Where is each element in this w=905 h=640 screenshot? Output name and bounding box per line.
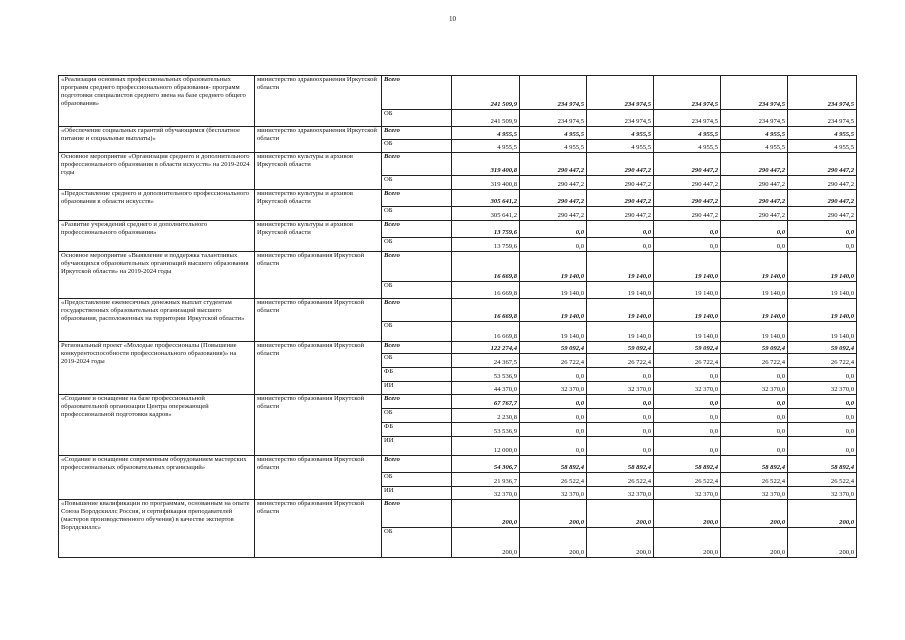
amount-cell: 290 447,2 — [654, 176, 721, 190]
amount-cell: 0,0 — [788, 221, 857, 238]
amount-cell: 32 370,0 — [587, 382, 654, 395]
amount-cell: 4 955,5 — [520, 140, 587, 153]
funding-source: Всего — [382, 395, 452, 409]
amount-cell: 0,0 — [721, 238, 788, 252]
amount-cell: 0,0 — [520, 221, 587, 238]
amount-cell: 19 140,0 — [654, 322, 721, 342]
activity-description: «Развитие учреждений среднего и дополнительного профессионального образования» — [59, 221, 255, 252]
amount-cell: 26 522,4 — [587, 473, 654, 487]
amount-cell: 290 447,2 — [788, 207, 857, 221]
amount-cell: 19 140,0 — [587, 322, 654, 342]
amount-cell: 26 722,4 — [721, 354, 788, 368]
amount-cell: 19 140,0 — [654, 299, 721, 322]
amount-cell: 200,0 — [654, 528, 721, 558]
amount-cell: 4 955,5 — [721, 127, 788, 140]
amount-cell: 0,0 — [721, 409, 788, 423]
amount-cell: 21 936,7 — [452, 473, 520, 487]
amount-cell: 32 370,0 — [654, 382, 721, 395]
executor: министерство здравоохранения Иркутской области — [255, 127, 382, 153]
amount-cell: 32 370,0 — [520, 487, 587, 500]
amount-cell: 16 669,8 — [452, 322, 520, 342]
amount-cell: 234 974,5 — [654, 110, 721, 127]
amount-cell: 290 447,2 — [721, 153, 788, 176]
amount-cell: 19 140,0 — [721, 322, 788, 342]
executor: министерство здравоохранения Иркутской области — [255, 76, 382, 127]
amount-cell: 0,0 — [788, 423, 857, 437]
activity-description: «Реализация основных профессиональных образовательных программ среднего профессионального образования- программ подготовки специалистов среднего звена на базе среднего общего образования» — [59, 76, 255, 127]
amount-cell: 19 140,0 — [721, 299, 788, 322]
amount-cell: 26 722,4 — [788, 354, 857, 368]
funding-source: ОБ — [382, 473, 452, 487]
funding-source: ОБ — [382, 282, 452, 299]
amount-cell: 290 447,2 — [788, 190, 857, 207]
amount-cell: 0,0 — [654, 423, 721, 437]
amount-cell: 200,0 — [587, 528, 654, 558]
funding-source: ОБ — [382, 409, 452, 423]
amount-cell: 200,0 — [788, 528, 857, 558]
amount-cell: 67 767,7 — [452, 395, 520, 409]
funding-source: ИИ — [382, 437, 452, 456]
table-row — [59, 299, 857, 322]
amount-cell: 19 140,0 — [520, 299, 587, 322]
amount-cell: 0,0 — [654, 437, 721, 456]
amount-cell: 241 509,9 — [452, 76, 520, 110]
amount-cell: 32 370,0 — [721, 487, 788, 500]
amount-cell: 122 274,4 — [452, 342, 520, 354]
amount-cell: 26 522,4 — [654, 473, 721, 487]
amount-cell: 58 892,4 — [721, 456, 788, 473]
amount-cell: 4 955,5 — [587, 127, 654, 140]
amount-cell: 234 974,5 — [788, 76, 857, 110]
funding-source: ОБ — [382, 110, 452, 127]
table-row — [59, 153, 857, 176]
amount-cell: 0,0 — [654, 395, 721, 409]
activity-description: Основное мероприятие «Организация среднего и дополнительного профессионального образования в области искусств» на 2019-2024 годы — [59, 153, 255, 190]
amount-cell: 19 140,0 — [654, 282, 721, 299]
funding-source: ФБ — [382, 423, 452, 437]
amount-cell: 19 140,0 — [788, 299, 857, 322]
amount-cell: 19 140,0 — [587, 252, 654, 282]
amount-cell: 59 092,4 — [788, 342, 857, 354]
funding-source: ОБ — [382, 322, 452, 342]
table-row — [59, 342, 857, 354]
amount-cell: 0,0 — [520, 395, 587, 409]
amount-cell: 0,0 — [721, 423, 788, 437]
funding-source: ОБ — [382, 176, 452, 190]
amount-cell: 16 669,8 — [452, 282, 520, 299]
activity-description: Региональный проект «Молодые профессионалы (Повышение конкурентоспособности профессионального образования)» на 2019-2024 годы — [59, 342, 255, 395]
funding-source: ОБ — [382, 238, 452, 252]
amount-cell: 200,0 — [721, 500, 788, 528]
amount-cell: 0,0 — [520, 368, 587, 382]
funding-source: Всего — [382, 127, 452, 140]
amount-cell: 19 140,0 — [520, 322, 587, 342]
amount-cell: 53 536,9 — [452, 423, 520, 437]
amount-cell: 234 974,5 — [654, 76, 721, 110]
amount-cell: 26 722,4 — [654, 354, 721, 368]
amount-cell: 0,0 — [788, 395, 857, 409]
amount-cell: 200,0 — [788, 500, 857, 528]
activity-description: «Повышение квалификации по программам, основанным на опыте Союза Ворлдскиллс Россия, и сертификация преподавателей (мастеров производственного обучения) в качестве экспертов Ворлдскиллс» — [59, 500, 255, 558]
amount-cell: 19 140,0 — [721, 252, 788, 282]
table-row — [59, 456, 857, 473]
amount-cell: 0,0 — [587, 395, 654, 409]
amount-cell: 59 092,4 — [721, 342, 788, 354]
amount-cell: 319 400,8 — [452, 153, 520, 176]
amount-cell: 26 722,4 — [520, 354, 587, 368]
executor: министерство культуры и архивов Иркутской области — [255, 221, 382, 252]
amount-cell: 0,0 — [788, 368, 857, 382]
amount-cell: 290 447,2 — [587, 190, 654, 207]
funding-source: Всего — [382, 153, 452, 176]
funding-source: Всего — [382, 299, 452, 322]
amount-cell: 290 447,2 — [721, 190, 788, 207]
amount-cell: 32 370,0 — [587, 487, 654, 500]
amount-cell: 200,0 — [520, 528, 587, 558]
amount-cell: 0,0 — [788, 437, 857, 456]
amount-cell: 32 370,0 — [520, 382, 587, 395]
amount-cell: 0,0 — [654, 409, 721, 423]
amount-cell: 58 892,4 — [520, 456, 587, 473]
executor: министерство образования Иркутской области — [255, 456, 382, 500]
amount-cell: 59 092,4 — [587, 342, 654, 354]
amount-cell: 26 522,4 — [788, 473, 857, 487]
amount-cell: 290 447,2 — [654, 190, 721, 207]
amount-cell: 234 974,5 — [721, 76, 788, 110]
amount-cell: 200,0 — [721, 528, 788, 558]
amount-cell: 0,0 — [520, 423, 587, 437]
funding-source: ИИ — [382, 382, 452, 395]
table-row — [59, 127, 857, 140]
amount-cell: 200,0 — [587, 500, 654, 528]
executor: министерство культуры и архивов Иркутской области — [255, 153, 382, 190]
amount-cell: 200,0 — [520, 500, 587, 528]
executor: министерство образования Иркутской области — [255, 395, 382, 456]
amount-cell: 4 955,5 — [788, 140, 857, 153]
executor: министерство культуры и архивов Иркутской области — [255, 190, 382, 221]
table-body — [59, 76, 857, 558]
amount-cell: 234 974,5 — [721, 110, 788, 127]
funding-source: ИИ — [382, 487, 452, 500]
amount-cell: 0,0 — [788, 409, 857, 423]
amount-cell: 4 955,5 — [788, 127, 857, 140]
funding-source: ОБ — [382, 528, 452, 558]
amount-cell: 290 447,2 — [654, 207, 721, 221]
amount-cell: 290 447,2 — [654, 153, 721, 176]
amount-cell: 19 140,0 — [721, 282, 788, 299]
amount-cell: 319 400,8 — [452, 176, 520, 190]
funding-source: Всего — [382, 456, 452, 473]
amount-cell: 16 669,8 — [452, 252, 520, 282]
funding-source: Всего — [382, 342, 452, 354]
funding-source: Всего — [382, 252, 452, 282]
amount-cell: 0,0 — [654, 238, 721, 252]
amount-cell: 290 447,2 — [520, 207, 587, 221]
amount-cell: 54 306,7 — [452, 456, 520, 473]
amount-cell: 0,0 — [587, 423, 654, 437]
amount-cell: 58 892,4 — [587, 456, 654, 473]
amount-cell: 290 447,2 — [587, 207, 654, 221]
amount-cell: 19 140,0 — [654, 252, 721, 282]
amount-cell: 290 447,2 — [587, 153, 654, 176]
executor: министерство образования Иркутской области — [255, 299, 382, 342]
amount-cell: 290 447,2 — [721, 207, 788, 221]
amount-cell: 32 370,0 — [654, 487, 721, 500]
table-row — [59, 395, 857, 409]
amount-cell: 0,0 — [520, 437, 587, 456]
executor: министерство образования Иркутской области — [255, 342, 382, 395]
amount-cell: 16 669,8 — [452, 299, 520, 322]
amount-cell: 19 140,0 — [520, 252, 587, 282]
funding-source: ОБ — [382, 140, 452, 153]
executor: министерство образования Иркутской области — [255, 500, 382, 558]
amount-cell: 0,0 — [721, 221, 788, 238]
amount-cell: 32 370,0 — [788, 382, 857, 395]
amount-cell: 19 140,0 — [788, 322, 857, 342]
amount-cell: 305 641,2 — [452, 207, 520, 221]
amount-cell: 4 955,5 — [452, 140, 520, 153]
amount-cell: 4 955,5 — [587, 140, 654, 153]
amount-cell: 4 955,5 — [721, 140, 788, 153]
amount-cell: 13 759,6 — [452, 238, 520, 252]
funding-source: Всего — [382, 500, 452, 528]
amount-cell: 234 974,5 — [587, 76, 654, 110]
amount-cell: 4 955,5 — [654, 140, 721, 153]
table-row — [59, 500, 857, 528]
amount-cell: 0,0 — [587, 238, 654, 252]
funding-source: Всего — [382, 190, 452, 207]
amount-cell: 24 367,5 — [452, 354, 520, 368]
amount-cell: 2 230,8 — [452, 409, 520, 423]
funding-source: ОБ — [382, 354, 452, 368]
amount-cell: 59 092,4 — [520, 342, 587, 354]
amount-cell: 58 892,4 — [788, 456, 857, 473]
amount-cell: 234 974,5 — [520, 76, 587, 110]
amount-cell: 234 974,5 — [520, 110, 587, 127]
amount-cell: 200,0 — [452, 528, 520, 558]
amount-cell: 0,0 — [587, 368, 654, 382]
amount-cell: 0,0 — [721, 368, 788, 382]
amount-cell: 290 447,2 — [788, 176, 857, 190]
amount-cell: 26 522,4 — [520, 473, 587, 487]
amount-cell: 19 140,0 — [520, 282, 587, 299]
amount-cell: 0,0 — [654, 221, 721, 238]
amount-cell: 290 447,2 — [520, 190, 587, 207]
amount-cell: 19 140,0 — [788, 252, 857, 282]
table-row — [59, 221, 857, 238]
amount-cell: 26 522,4 — [721, 473, 788, 487]
amount-cell: 290 447,2 — [721, 176, 788, 190]
amount-cell: 19 140,0 — [587, 299, 654, 322]
amount-cell: 4 955,5 — [452, 127, 520, 140]
amount-cell: 200,0 — [654, 500, 721, 528]
amount-cell: 4 955,5 — [520, 127, 587, 140]
amount-cell: 12 000,0 — [452, 437, 520, 456]
amount-cell: 241 509,9 — [452, 110, 520, 127]
activity-description: «Создание и оснащение современным оборудованием мастерских профессиональных образовательных организаций» — [59, 456, 255, 500]
table-row — [59, 190, 857, 207]
table-row — [59, 252, 857, 282]
amount-cell: 290 447,2 — [520, 153, 587, 176]
executor: министерство образования Иркутской области — [255, 252, 382, 299]
amount-cell: 0,0 — [520, 238, 587, 252]
amount-cell: 0,0 — [520, 409, 587, 423]
amount-cell: 0,0 — [587, 221, 654, 238]
amount-cell: 290 447,2 — [520, 176, 587, 190]
amount-cell: 0,0 — [654, 368, 721, 382]
activity-description: «Обеспечение социальных гарантий обучающимся (бесплатное питание и социальные выплаты)» — [59, 127, 255, 153]
amount-cell: 26 722,4 — [587, 354, 654, 368]
amount-cell: 290 447,2 — [587, 176, 654, 190]
amount-cell: 19 140,0 — [587, 282, 654, 299]
amount-cell: 32 370,0 — [721, 382, 788, 395]
amount-cell: 58 892,4 — [654, 456, 721, 473]
amount-cell: 200,0 — [452, 500, 520, 528]
amount-cell: 305 641,2 — [452, 190, 520, 207]
table-row — [59, 76, 857, 110]
page-number: 10 — [449, 15, 456, 23]
amount-cell: 234 974,5 — [587, 110, 654, 127]
amount-cell: 0,0 — [788, 238, 857, 252]
amount-cell: 0,0 — [587, 437, 654, 456]
amount-cell: 44 370,0 — [452, 382, 520, 395]
amount-cell: 234 974,5 — [788, 110, 857, 127]
amount-cell: 0,0 — [587, 409, 654, 423]
funding-source: Всего — [382, 76, 452, 110]
amount-cell: 32 370,0 — [788, 487, 857, 500]
activity-description: «Предоставление ежемесячных денежных выплат студентам государственных образовательных организаций высшего образования, расположенных на территории Иркутской области» — [59, 299, 255, 342]
funding-source: Всего — [382, 221, 452, 238]
activity-description: «Создание и оснащение на базе профессиональной образовательной организации Центра опережающей профессиональной подготовки кадров» — [59, 395, 255, 456]
amount-cell: 19 140,0 — [788, 282, 857, 299]
amount-cell: 53 536,9 — [452, 368, 520, 382]
amount-cell: 290 447,2 — [788, 153, 857, 176]
amount-cell: 4 955,5 — [654, 127, 721, 140]
budget-table — [58, 75, 857, 558]
amount-cell: 0,0 — [721, 437, 788, 456]
amount-cell: 59 092,4 — [654, 342, 721, 354]
amount-cell: 0,0 — [721, 395, 788, 409]
funding-source: ОБ — [382, 207, 452, 221]
funding-source: ФБ — [382, 368, 452, 382]
activity-description: «Предоставление среднего и дополнительного профессионального образования в области искусств» — [59, 190, 255, 221]
activity-description: Основное мероприятие «Выявление и поддержка талантливых обучающихся образовательных организаций высшего образования Иркутской области» на 2019-2024 годы — [59, 252, 255, 299]
amount-cell: 32 370,0 — [452, 487, 520, 500]
amount-cell: 13 759,6 — [452, 221, 520, 238]
